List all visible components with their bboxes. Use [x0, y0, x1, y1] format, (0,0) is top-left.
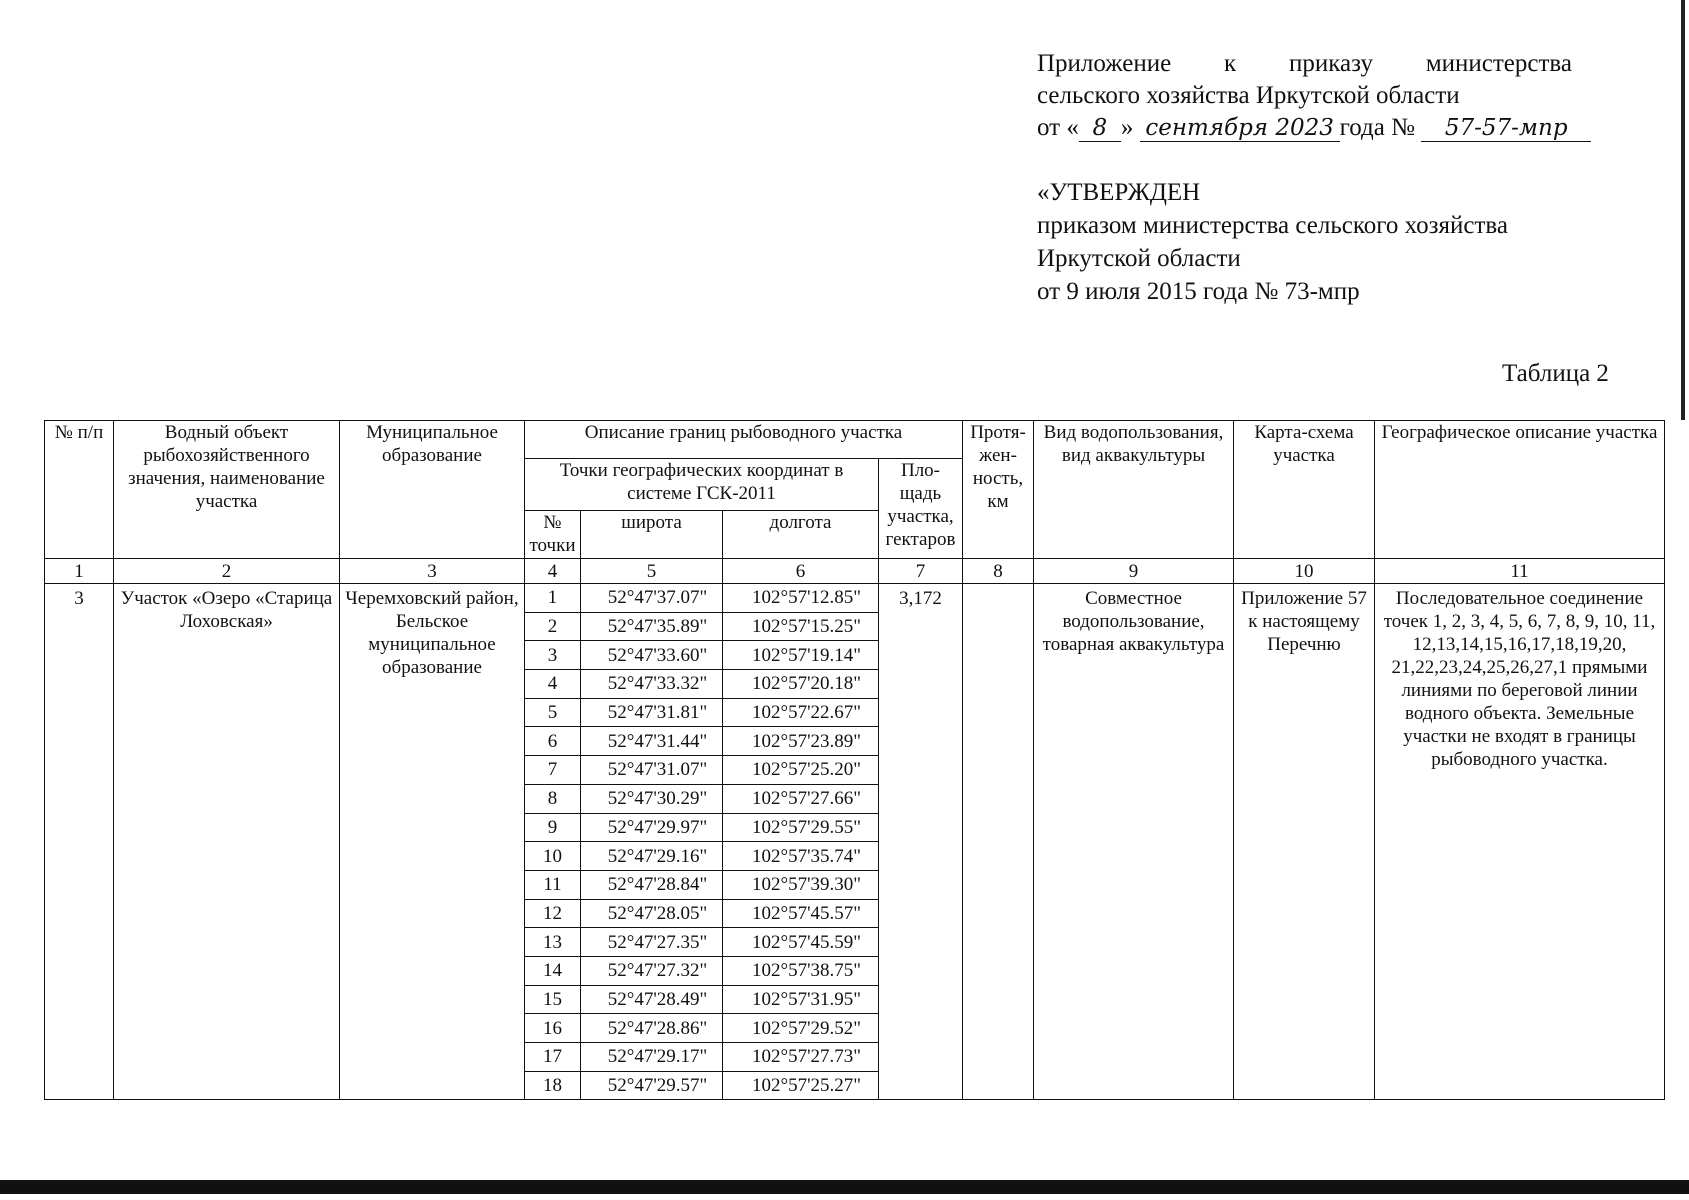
point-longitude: 102°57'29.55": [723, 813, 879, 842]
point-number: 3: [525, 641, 581, 670]
point-longitude: 102°57'31.95": [723, 985, 879, 1014]
point-latitude: 52°47'28.84": [581, 870, 723, 899]
handwritten-day: 8: [1079, 115, 1121, 142]
header-points-group: Точки географических координат в системе ГСК-2011: [525, 459, 879, 511]
point-longitude: 102°57'45.59": [723, 928, 879, 957]
date-mid: »: [1120, 114, 1134, 141]
column-number: 5: [581, 559, 723, 584]
point-longitude: 102°57'29.52": [723, 1014, 879, 1043]
point-latitude: 52°47'28.05": [581, 899, 723, 928]
row-municipality: Черемховский район, Бельское муниципальное образование: [340, 584, 525, 1100]
column-number-row: [45, 559, 1665, 584]
point-number: 14: [525, 956, 581, 985]
point-latitude: 52°47'33.32": [581, 670, 723, 699]
row-water-object: Участок «Озеро «Старица Лоховская»: [114, 584, 340, 1100]
handwritten-order-number: 57-57-мпр: [1421, 115, 1591, 142]
appendix-line-1: [1037, 48, 1572, 80]
point-latitude: 52°47'30.29": [581, 784, 723, 813]
column-number: 7: [879, 559, 963, 584]
point-latitude: 52°47'29.57": [581, 1071, 723, 1100]
point-number: 11: [525, 870, 581, 899]
point-number: 12: [525, 899, 581, 928]
point-longitude: 102°57'27.73": [723, 1043, 879, 1072]
appendix-word-2: к: [1224, 50, 1237, 77]
point-number: 16: [525, 1014, 581, 1043]
column-number: 4: [525, 559, 581, 584]
approval-line-2: приказом министерства сельского хозяйства: [1037, 212, 1508, 239]
point-latitude: 52°47'37.07": [581, 584, 723, 613]
scan-edge-line: [1681, 0, 1685, 420]
column-number: 8: [963, 559, 1034, 584]
table-caption: Таблица 2: [1502, 360, 1609, 387]
date-prefix: от «: [1037, 114, 1079, 141]
point-number: 6: [525, 727, 581, 756]
point-number: 5: [525, 698, 581, 727]
row-geo-desc: Последовательное соединение точек 1, 2, 3, 4, 5, 6, 7, 8, 9, 10, 11, 12,13,14,15,16,17,18,19,20, 21,22,23,24,25,26,27,1 прямыми линиями по береговой линии водного объекта. Земельные участки не входят в границы рыбоводного участка.: [1375, 584, 1665, 1100]
point-longitude: 102°57'15.25": [723, 612, 879, 641]
column-number: 2: [114, 559, 340, 584]
point-number: 4: [525, 670, 581, 699]
point-number: 13: [525, 928, 581, 957]
point-longitude: 102°57'25.20": [723, 756, 879, 785]
approval-line-3: Иркутской области: [1037, 245, 1241, 272]
column-number: 6: [723, 559, 879, 584]
point-longitude: 102°57'45.57": [723, 899, 879, 928]
point-number: 9: [525, 813, 581, 842]
point-latitude: 52°47'31.81": [581, 698, 723, 727]
row-length: [963, 584, 1034, 1100]
point-number: 1: [525, 584, 581, 613]
point-latitude: 52°47'29.16": [581, 842, 723, 871]
scan-bottom-bar: [0, 1180, 1689, 1194]
header-map: Карта-схема участка: [1234, 421, 1375, 559]
point-longitude: 102°57'39.30": [723, 870, 879, 899]
header-longitude: долгота: [723, 511, 879, 559]
year-word: года №: [1339, 114, 1415, 141]
column-number: 11: [1375, 559, 1665, 584]
header-municipality: Муниципальное образование: [340, 421, 525, 559]
point-latitude: 52°47'29.97": [581, 813, 723, 842]
header-geo-desc: Географическое описание участка: [1375, 421, 1665, 559]
row-number: 3: [45, 584, 114, 1100]
row-use-type: Совместное водопользование, товарная аквакультура: [1034, 584, 1234, 1100]
point-latitude: 52°47'27.32": [581, 956, 723, 985]
point-latitude: 52°47'29.17": [581, 1043, 723, 1072]
point-longitude: 102°57'27.66": [723, 784, 879, 813]
header-point-no: № точки: [525, 511, 581, 559]
point-longitude: 102°57'22.67": [723, 698, 879, 727]
appendix-line-3: [1037, 112, 1577, 144]
point-latitude: 52°47'28.86": [581, 1014, 723, 1043]
point-longitude: 102°57'38.75": [723, 956, 879, 985]
point-latitude: 52°47'31.44": [581, 727, 723, 756]
fishery-table: [44, 420, 1665, 1100]
header-water-object: Водный объект рыбохозяйственного значения, наименование участка: [114, 421, 340, 559]
approval-line-1: «УТВЕРЖДЕН: [1037, 179, 1201, 206]
header-boundaries: Описание границ рыбоводного участка: [525, 421, 963, 459]
header-use-type: Вид водопользования, вид аквакультуры: [1034, 421, 1234, 559]
point-number: 15: [525, 985, 581, 1014]
column-number: 10: [1234, 559, 1375, 584]
column-number: 1: [45, 559, 114, 584]
point-number: 8: [525, 784, 581, 813]
point-number: 2: [525, 612, 581, 641]
point-number: 7: [525, 756, 581, 785]
point-longitude: 102°57'12.85": [723, 584, 879, 613]
appendix-header: [1037, 48, 1577, 144]
row-map: Приложение 57 к настоящему Перечню: [1234, 584, 1375, 1100]
header-num: № п/п: [45, 421, 114, 559]
header-latitude: широта: [581, 511, 723, 559]
point-longitude: 102°57'25.27": [723, 1071, 879, 1100]
appendix-word-3: приказу: [1289, 50, 1373, 77]
row-area: 3,172: [879, 584, 963, 1100]
point-longitude: 102°57'35.74": [723, 842, 879, 871]
approval-block: [1037, 176, 1508, 308]
header-area: Пло-щадь участка, гектаров: [879, 459, 963, 559]
approval-line-4: от 9 июля 2015 года № 73-мпр: [1037, 278, 1360, 305]
column-number: 9: [1034, 559, 1234, 584]
point-latitude: 52°47'35.89": [581, 612, 723, 641]
point-longitude: 102°57'23.89": [723, 727, 879, 756]
handwritten-month-year: сентября 2023: [1140, 115, 1340, 142]
table-row: [45, 584, 1665, 613]
header-length: Протя-жен-ность, км: [963, 421, 1034, 559]
point-longitude: 102°57'20.18": [723, 670, 879, 699]
appendix-word-4: министерства: [1425, 50, 1572, 77]
appendix-line-2: сельского хозяйства Иркутской области: [1037, 82, 1460, 109]
point-latitude: 52°47'33.60": [581, 641, 723, 670]
appendix-word-1: Приложение: [1037, 50, 1172, 77]
point-latitude: 52°47'28.49": [581, 985, 723, 1014]
point-longitude: 102°57'19.14": [723, 641, 879, 670]
point-number: 18: [525, 1071, 581, 1100]
point-latitude: 52°47'27.35": [581, 928, 723, 957]
point-latitude: 52°47'31.07": [581, 756, 723, 785]
point-number: 17: [525, 1043, 581, 1072]
column-number: 3: [340, 559, 525, 584]
point-number: 10: [525, 842, 581, 871]
